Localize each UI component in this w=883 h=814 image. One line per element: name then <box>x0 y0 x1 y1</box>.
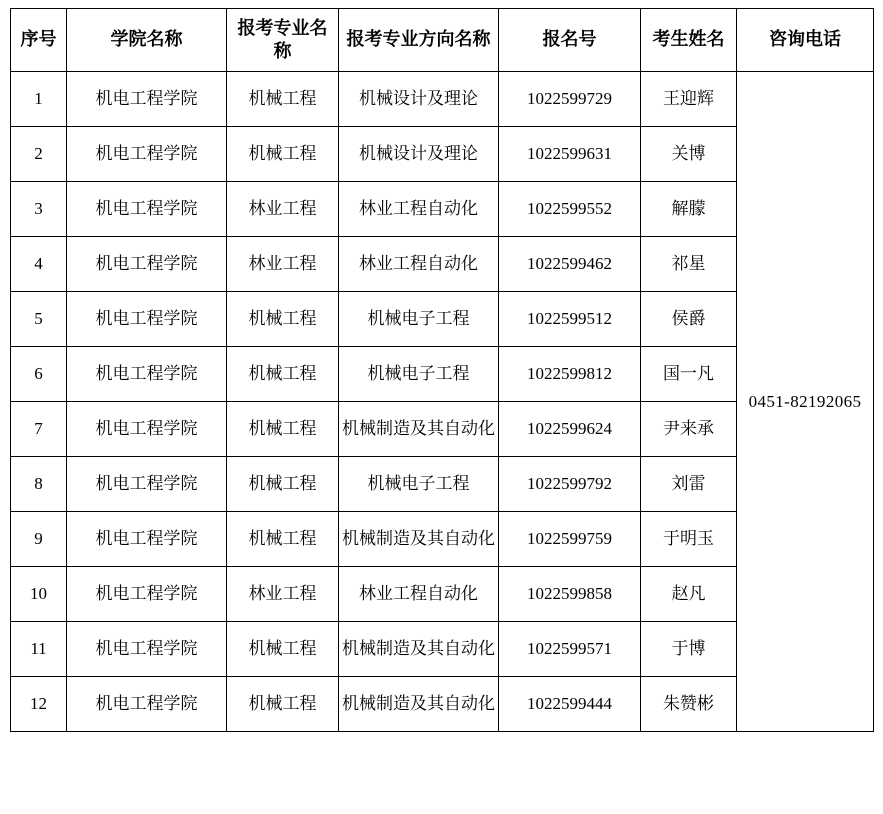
column-header-major: 报考专业名称 <box>227 9 339 72</box>
cell-direction: 机械电子工程 <box>339 347 499 402</box>
cell-index: 3 <box>11 182 67 237</box>
cell-index: 6 <box>11 347 67 402</box>
cell-major: 机械工程 <box>227 677 339 732</box>
cell-regno: 1022599624 <box>499 402 641 457</box>
cell-major: 机械工程 <box>227 72 339 127</box>
cell-college: 机电工程学院 <box>67 677 227 732</box>
cell-index: 12 <box>11 677 67 732</box>
column-header-direction: 报考专业方向名称 <box>339 9 499 72</box>
cell-name: 祁星 <box>641 237 737 292</box>
column-header-name: 考生姓名 <box>641 9 737 72</box>
cell-major: 机械工程 <box>227 512 339 567</box>
cell-index: 8 <box>11 457 67 512</box>
cell-major: 机械工程 <box>227 622 339 677</box>
column-header-phone: 咨询电话 <box>737 9 874 72</box>
cell-college: 机电工程学院 <box>67 622 227 677</box>
cell-name: 关博 <box>641 127 737 182</box>
cell-major: 林业工程 <box>227 567 339 622</box>
cell-direction: 机械设计及理论 <box>339 127 499 182</box>
cell-direction: 机械电子工程 <box>339 292 499 347</box>
cell-college: 机电工程学院 <box>67 567 227 622</box>
cell-major: 机械工程 <box>227 402 339 457</box>
cell-college: 机电工程学院 <box>67 292 227 347</box>
column-header-college: 学院名称 <box>67 9 227 72</box>
cell-regno: 1022599462 <box>499 237 641 292</box>
cell-regno: 1022599729 <box>499 72 641 127</box>
cell-index: 10 <box>11 567 67 622</box>
cell-regno: 1022599858 <box>499 567 641 622</box>
cell-name: 赵凡 <box>641 567 737 622</box>
cell-name: 侯爵 <box>641 292 737 347</box>
cell-name: 解朦 <box>641 182 737 237</box>
cell-major: 机械工程 <box>227 457 339 512</box>
cell-major: 林业工程 <box>227 182 339 237</box>
cell-direction: 机械制造及其自动化 <box>339 677 499 732</box>
cell-index: 7 <box>11 402 67 457</box>
cell-major: 机械工程 <box>227 347 339 402</box>
cell-index: 1 <box>11 72 67 127</box>
cell-regno: 1022599571 <box>499 622 641 677</box>
cell-direction: 机械制造及其自动化 <box>339 512 499 567</box>
cell-direction: 林业工程自动化 <box>339 567 499 622</box>
cell-regno: 1022599444 <box>499 677 641 732</box>
table-header-row <box>11 9 874 72</box>
cell-contact-phone: 0451-82192065 <box>737 72 874 732</box>
cell-college: 机电工程学院 <box>67 237 227 292</box>
cell-index: 11 <box>11 622 67 677</box>
cell-college: 机电工程学院 <box>67 182 227 237</box>
cell-direction: 机械设计及理论 <box>339 72 499 127</box>
cell-name: 于博 <box>641 622 737 677</box>
cell-college: 机电工程学院 <box>67 127 227 182</box>
table-row <box>11 72 874 127</box>
cell-college: 机电工程学院 <box>67 457 227 512</box>
cell-name: 尹来承 <box>641 402 737 457</box>
cell-regno: 1022599552 <box>499 182 641 237</box>
cell-regno: 1022599759 <box>499 512 641 567</box>
cell-name: 刘雷 <box>641 457 737 512</box>
cell-regno: 1022599631 <box>499 127 641 182</box>
cell-direction: 机械制造及其自动化 <box>339 622 499 677</box>
cell-regno: 1022599812 <box>499 347 641 402</box>
cell-index: 9 <box>11 512 67 567</box>
cell-college: 机电工程学院 <box>67 512 227 567</box>
cell-index: 2 <box>11 127 67 182</box>
candidate-roster-table <box>10 8 874 732</box>
column-header-regno: 报名号 <box>499 9 641 72</box>
cell-index: 4 <box>11 237 67 292</box>
cell-major: 林业工程 <box>227 237 339 292</box>
cell-major: 机械工程 <box>227 127 339 182</box>
table-body <box>11 72 874 732</box>
column-header-index: 序号 <box>11 9 67 72</box>
cell-regno: 1022599792 <box>499 457 641 512</box>
cell-name: 朱赞彬 <box>641 677 737 732</box>
cell-direction: 机械制造及其自动化 <box>339 402 499 457</box>
cell-regno: 1022599512 <box>499 292 641 347</box>
cell-name: 国一凡 <box>641 347 737 402</box>
cell-college: 机电工程学院 <box>67 72 227 127</box>
cell-direction: 林业工程自动化 <box>339 237 499 292</box>
cell-name: 王迎辉 <box>641 72 737 127</box>
cell-name: 于明玉 <box>641 512 737 567</box>
cell-index: 5 <box>11 292 67 347</box>
cell-college: 机电工程学院 <box>67 347 227 402</box>
cell-direction: 林业工程自动化 <box>339 182 499 237</box>
cell-direction: 机械电子工程 <box>339 457 499 512</box>
cell-college: 机电工程学院 <box>67 402 227 457</box>
cell-major: 机械工程 <box>227 292 339 347</box>
